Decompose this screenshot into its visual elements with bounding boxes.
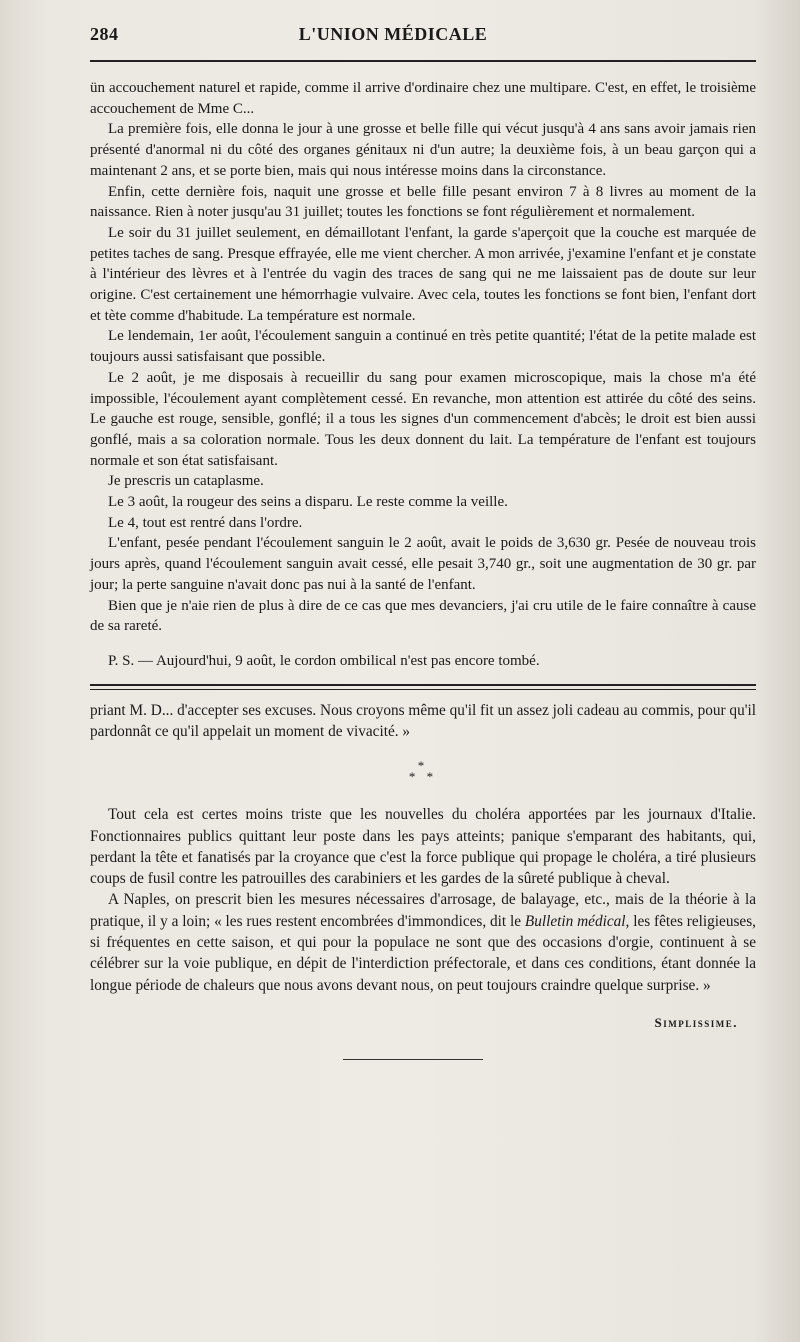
letter-paragraph: Le 3 août, la rougeur des seins a disparu. Le reste comme la veille. (108, 494, 508, 511)
asterism-separator (90, 758, 756, 785)
header-rule (90, 60, 756, 62)
journal-title: L'UNION MÉDICALE (298, 24, 488, 44)
bulletin-medical-citation: Bulletin médical, (524, 912, 630, 930)
page-header (90, 24, 756, 58)
page-number: 284 (90, 24, 119, 44)
letter-paragraph: La première fois, elle donna le jour à une grosse et belle fille qui vécut jusqu'à 4 ans sans avoir jamais rien présenté d'anormal ni du côté des organes génitaux ni d'un autre; la deuxième fois, à un beau garçon qui a maintenant 2 ans, et se porte bien, mais qui nous intéresse moins dans la circonstance. (90, 121, 756, 179)
letter-paragraph: L'enfant, pesée pendant l'écoulement sanguin le 2 août, avait le poids de 3,630 gr. Pesée de nouveau trois jours après, quand l'écoulement sanguin avait cessé, elle pesait 3,740 gr., soit une augmentation de 30 gr. par jour; la perte sanguine n'avait donc pas nui à la santé de l'enfant. (90, 535, 756, 593)
naples-text-after: les fêtes religieuses, si fréquentes en cette saison, et qui pour la populace ne sont que des occasions d'orgie, continuent à se célébrer sur la voie publique, en dépit de l'interdiction préfectorale, et dans ces conditions, étant donnée la longue période de chaleurs que nous avons devant nous, on peut toujours craindre quelque surprise. » (90, 912, 756, 994)
letter-paragraph: ün accouchement naturel et rapide, comme il arrive d'ordinaire chez une multipare. C'est, en effet, le troisième accouchement de Mme C... (90, 80, 756, 117)
letter-paragraph: Le 4, tout est rentré dans l'ordre. (108, 514, 303, 531)
author-signature: Simplissime. (654, 1014, 738, 1030)
letter-paragraph: Enfin, cette dernière fois, naquit une grosse et belle fille pesant environ 7 à 8 livres au moment de la naissance. Rien à noter jusqu'au 31 juillet; toutes les fonctions se font régulièrement et normalement. (90, 183, 756, 221)
chronique-paragraph-cholera: Tout cela est certes moins triste que les nouvelles du choléra apportées par les journaux d'Italie. Fonctionnaires publics quittant leur poste dans les pays atteints; panique s'emparant des habitants, qui, perdant la tête et fanatisés par la croyance que c'est la force publique qui propage le choléra, a tiré plusieurs coups de fusil contre les patrouilles des carabiniers et les gardes de la sûreté publique à cheval. (90, 806, 756, 888)
closing-rule (343, 1059, 483, 1060)
section-divider (90, 684, 756, 690)
chronique-column (90, 700, 756, 1034)
asterism-bottom: * * (408, 769, 438, 785)
asterism-top: * (417, 758, 429, 774)
naples-text-before: A Naples, on prescrit bien les mesures nécessaires d'arrosage, de balayage, etc., mais de la théorie à la pratique, il y a loin; « les rues restent encombrées d'immondices, dit le (90, 891, 756, 930)
letter-paragraph: Bien que je n'aie rien de plus à dire de ce cas que mes devanciers, j'ai cru utile de le faire connaître à cause de sa rareté. (90, 597, 756, 635)
letter-paragraph: Le 2 août, je me disposais à recueillir du sang pour examen microscopique, mais la chose m'a été impossible, l'écoulement ayant complètement cessé. En revanche, mon attention est attirée du côté des seins. Le gauche est rouge, sensible, gonflé; il a tous les signes d'un commencement d'abcès; le droit est bien aussi gonflé, mais a sa coloration normale. Tous les deux donnent du lait. La température de l'enfant est toujours normale et son état satisfaisant. (90, 369, 756, 469)
letter-paragraph: Je prescris un cataplasme. (108, 473, 264, 490)
chronique-opening: priant M. D... d'accepter ses excuses. Nous croyons même qu'il fit un assez joli cadeau au commis, pour qu'il pardonnât ce qu'il appelait un moment de vivacité. » (90, 701, 756, 740)
letter-paragraph: Le lendemain, 1er août, l'écoulement sanguin a continué en très petite quantité; l'état de la petite malade est toujours aussi satisfaisant que possible. (90, 328, 756, 366)
case-report (90, 78, 756, 672)
chronique-paragraph-naples (90, 889, 756, 995)
postscript: P. S. — Aujourd'hui, 9 août, le cordon ombilical n'est pas encore tombé. (108, 652, 540, 669)
letter-paragraph: Le soir du 31 juillet seulement, en démaillotant l'enfant, la garde s'aperçoit que la couche est marquée de petites taches de sang. Presque effrayée, elle me vient chercher. A mon arrivée, j'examine l'enfant et je constate à l'intérieur des lèvres et à l'entrée du vagin des traces de sang qui ne me laissaient pas de doute sur leur origine. C'est certainement une hémorrhagie vulvaire. Avec cela, toutes les fonctions se font bien, l'enfant dort et tète comme d'habitude. La température est normale. (90, 224, 756, 324)
